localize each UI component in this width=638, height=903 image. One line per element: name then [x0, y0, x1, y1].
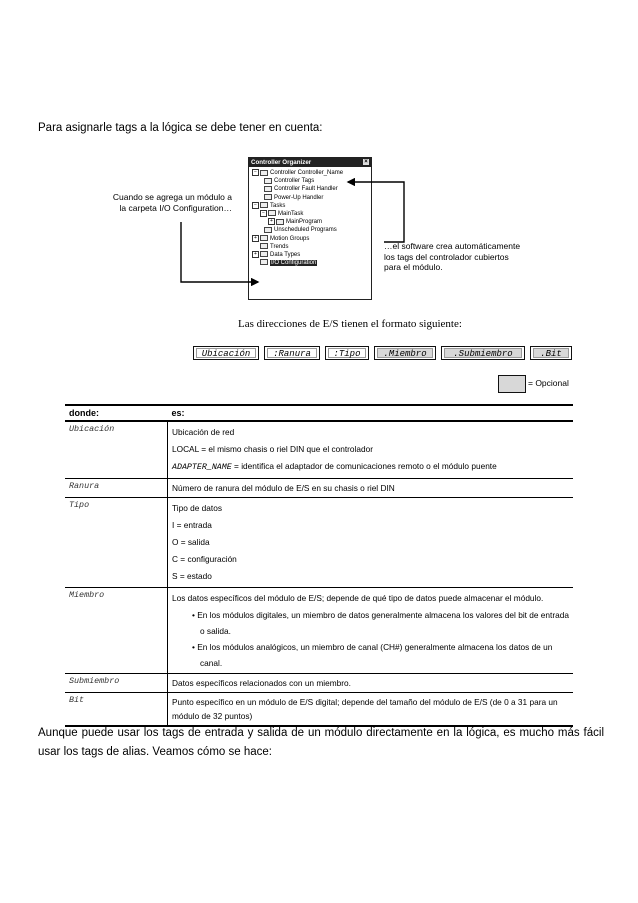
table-row	[65, 693, 573, 727]
desc-tipo: Tipo de datos I = entrada O = salida C = configuración S = estado	[168, 498, 574, 588]
term-submiembro: Submiembro	[65, 674, 168, 693]
table-row	[65, 588, 573, 674]
term-bit: Bit	[65, 693, 168, 727]
tree-item-controller: − Controller Controller_Name	[252, 169, 371, 177]
collapse-icon: −	[260, 210, 267, 217]
tree-item-motion-groups: + Motion Groups	[252, 235, 371, 243]
table-row	[65, 479, 573, 498]
desc-miembro: Los datos específicos del módulo de E/S; depende de qué tipo de datos puede almacenar el módulo. • En los módulos digitales, un miembro de datos generalmente almacena los valores del bit de entrada o salida. • En los módulos analógicos, un miembro de canal (CH#) generalmente almacena los datos de un canal.	[168, 588, 574, 674]
optional-legend-swatch	[498, 375, 526, 393]
table-row	[65, 674, 573, 693]
format-part-bit: .Bit	[530, 346, 572, 360]
tree-item-tasks: − Tasks	[252, 202, 371, 210]
format-part-miembro: .Miembro	[374, 346, 436, 360]
header-es: es:	[168, 405, 574, 421]
table-row	[65, 421, 573, 479]
format-part-tipo: :Tipo	[325, 346, 369, 360]
tree-item-mainprogram: + MainProgram	[252, 218, 371, 226]
right-arrow	[348, 182, 404, 242]
expand-icon: +	[252, 251, 259, 258]
callout-left-text: Cuando se agrega un módulo a la carpeta I/O Configuration…	[112, 192, 232, 213]
term-ubicacion: Ubicación	[65, 421, 168, 479]
bullet-analog: • En los módulos analógicos, un miembro de canal (CH#) generalmente almacena los datos de un canal.	[192, 642, 553, 668]
tree-item-controller-tags: Controller Tags	[252, 177, 371, 185]
table-row	[65, 498, 573, 588]
tree-item-io-configuration: I/O Configuration	[252, 259, 371, 267]
desc-bit: Punto específico en un módulo de E/S digital; depende del tamaño del módulo de E/S (de 0 a 31 para un módulo de 32 puntos)	[168, 693, 574, 727]
optional-legend-label: = Opcional	[528, 378, 569, 388]
address-format-table	[65, 404, 573, 727]
desc-ranura: Número de ranura del módulo de E/S en su chasis o riel DIN	[168, 479, 574, 498]
expand-icon: +	[268, 218, 275, 225]
callout-right-text: …el software crea automáticamente los tags del controlador cubiertos para el módulo.	[384, 241, 521, 272]
term-tipo: Tipo	[65, 498, 168, 588]
tree-item-data-types: + Data Types	[252, 251, 371, 259]
desc-submiembro: Datos específicos relacionados con un miembro.	[168, 674, 574, 693]
tree-item-trends: Trends	[252, 243, 371, 251]
format-part-submiembro: .Submiembro	[441, 346, 525, 360]
tree-item-unscheduled: Unscheduled Programs	[252, 226, 371, 234]
window-title: Controller Organizer	[251, 159, 312, 166]
desc-ubicacion: Ubicación de red LOCAL = el mismo chasis o riel DIN que el controlador ADAPTER_NAME = identifica el adaptador de comunicaciones remoto o el módulo puente	[168, 421, 574, 479]
format-part-ubicacion: Ubicación	[193, 346, 259, 360]
left-arrow	[181, 222, 258, 282]
term-ranura: Ranura	[65, 479, 168, 498]
bullet-digital: • En los módulos digitales, un miembro de datos generalmente almacena los valores del bit de entrada o salida.	[192, 610, 569, 636]
expand-icon: +	[252, 235, 259, 242]
format-title: Las direcciones de E/S tienen el formato siguiente:	[238, 318, 462, 330]
tree-item-power-up: Power-Up Handler	[252, 194, 371, 202]
table-header-row	[65, 405, 573, 421]
tree-item-fault-handler: Controller Fault Handler	[252, 185, 371, 193]
outro-paragraph: Aunque puede usar los tags de entrada y salida de un módulo directamente en la lógica, es mucho más fácil usar los tags de alias. Veamos cómo se hace:	[38, 727, 604, 758]
format-part-ranura: :Ranura	[264, 346, 320, 360]
collapse-icon: −	[252, 202, 259, 209]
term-miembro: Miembro	[65, 588, 168, 674]
callout-arrows	[0, 0, 638, 330]
intro-paragraph: Para asignarle tags a la lógica se debe tener en cuenta:	[38, 122, 323, 134]
header-donde: donde:	[65, 405, 168, 421]
collapse-icon: −	[252, 169, 259, 176]
tree-item-maintask: − MainTask	[252, 210, 371, 218]
close-icon: ×	[364, 159, 368, 165]
